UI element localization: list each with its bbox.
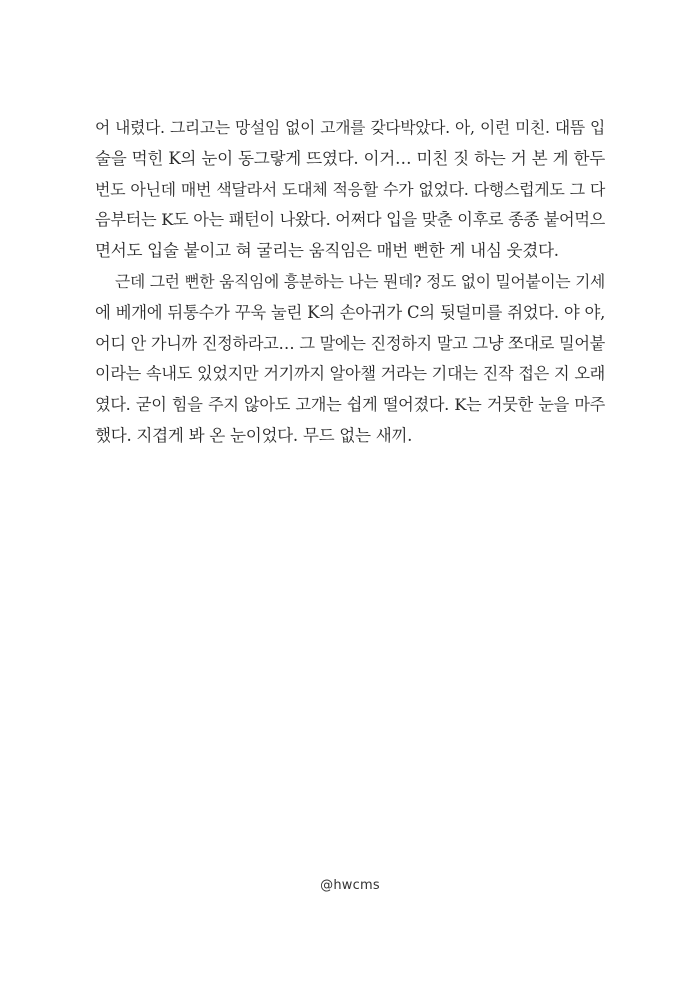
paragraph-1 xyxy=(95,113,605,267)
author-handle: @hwcms xyxy=(320,878,380,893)
text-line: 에 베개에 뒤통수가 꾸욱 눌린 K의 손아귀가 C의 뒷덜미를 쥐었다. 야 야, xyxy=(95,302,605,322)
text-line: 근데 그런 뻔한 움직임에 흥분하는 나는 뭔데? 정도 없이 밀어붙이는 기세 xyxy=(115,271,605,291)
story-text-block xyxy=(95,113,605,452)
text-line: 어디 안 가니까 진정하라고… 그 말에는 진정하지 말고 그냥 쪼대로 밀어붙 xyxy=(95,333,605,353)
text-line: 했다. 지겹게 봐 온 눈이었다. 무드 없는 새끼. xyxy=(95,425,413,445)
text-line: 음부터는 K도 아는 패턴이 나왔다. 어쩌다 입을 맞춘 이후로 종종 붙어먹으 xyxy=(95,210,605,230)
text-line: 술을 먹힌 K의 눈이 동그랗게 뜨였다. 이거… 미친 짓 하는 거 본 게 한두 xyxy=(95,148,605,168)
text-line: 어 내렸다. 그리고는 망설임 없이 고개를 갖다박았다. 아, 이런 미친. 대뜸 입 xyxy=(95,118,605,137)
text-line: 번도 아닌데 매번 색달라서 도대체 적응할 수가 없었다. 다행스럽게도 그 다 xyxy=(95,179,605,199)
text-line: 면서도 입술 붙이고 혀 굴리는 움직임은 매번 뻔한 게 내심 웃겼다. xyxy=(95,241,559,261)
text-line: 이라는 속내도 있었지만 거기까지 알아챌 거라는 기대는 진작 접은 지 오래 xyxy=(95,364,605,384)
text-line: 였다. 굳이 힘을 주지 않아도 고개는 쉽게 떨어졌다. K는 거뭇한 눈을 마주 xyxy=(95,395,605,415)
paragraph-2 xyxy=(95,267,605,452)
